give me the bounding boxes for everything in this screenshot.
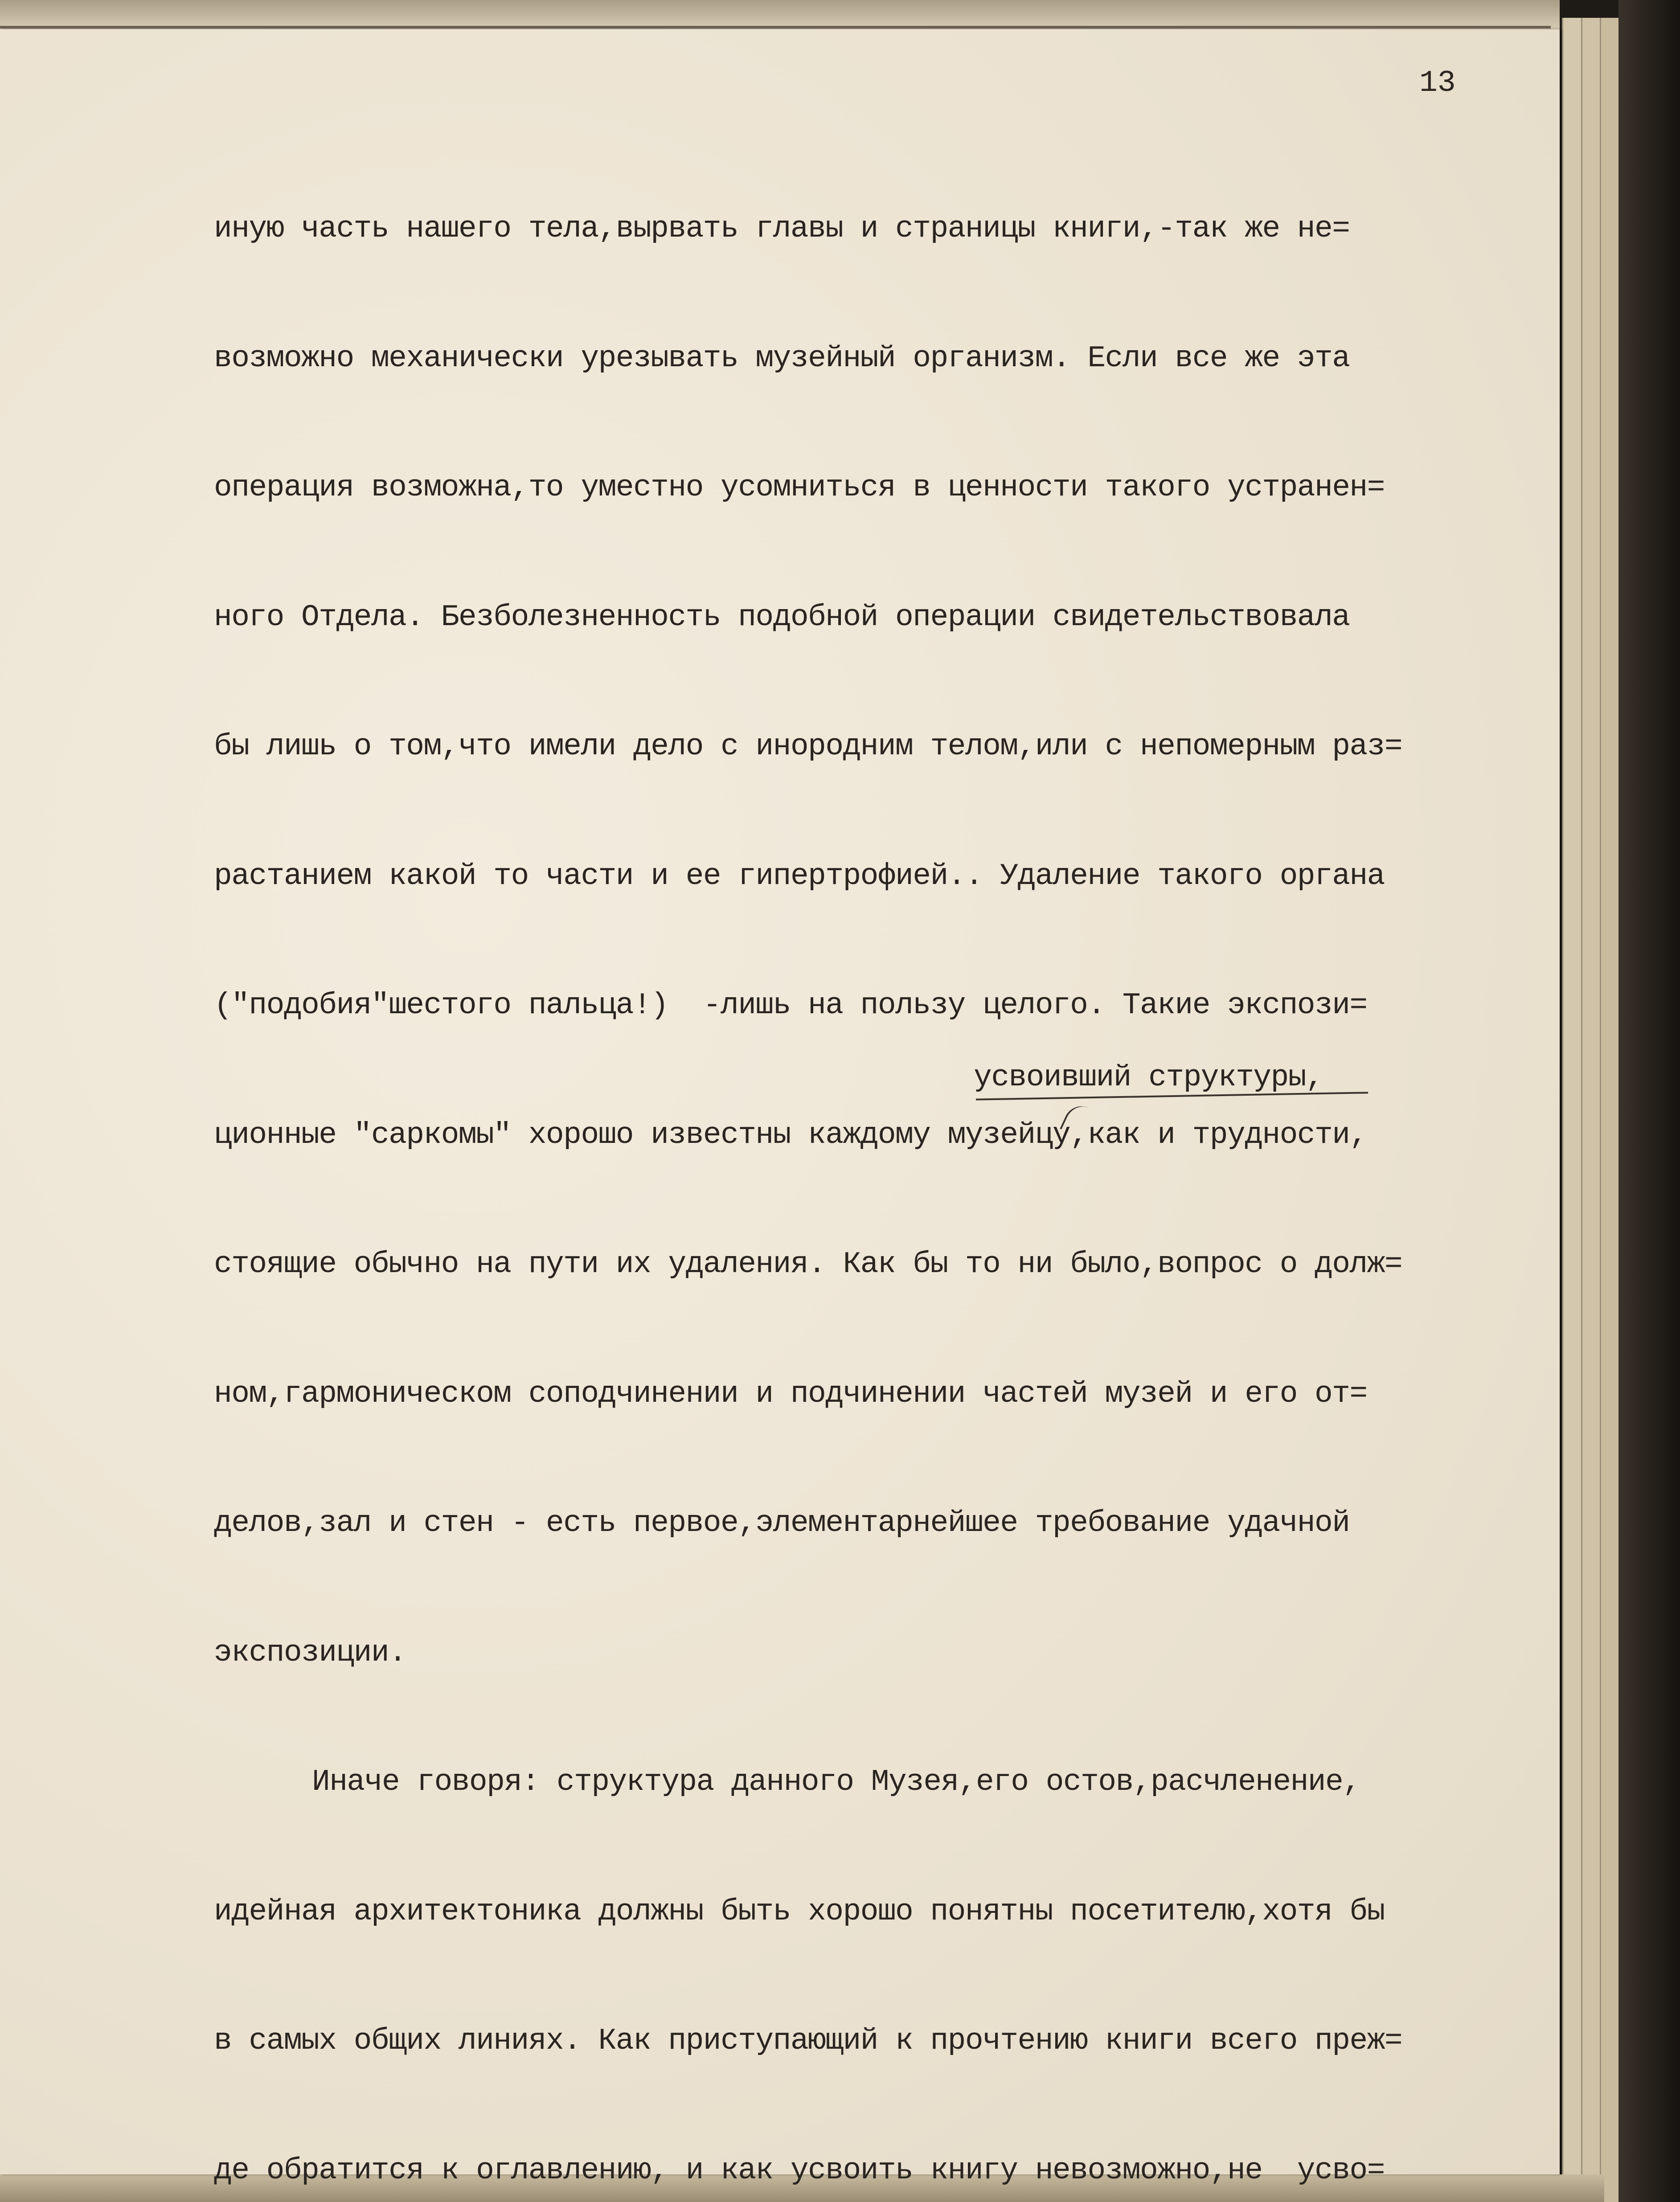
text-line: де обратится к оглавлению, и как усвоить книгу невозможно,не усво=	[214, 2153, 1385, 2188]
text-line: стоящие обычно на пути их удаления. Как бы то ни было,вопрос о долж=	[214, 1247, 1402, 1281]
text-line: возможно механически урезывать музейный организм. Если все же эта	[214, 341, 1350, 376]
folder-binding	[1619, 0, 1680, 2202]
stacked-page-edge	[1562, 18, 1581, 2202]
underlying-page-edge	[0, 26, 1551, 29]
page-number: 13	[1419, 66, 1456, 100]
text-line: иную часть нашего тела,вырвать главы и страницы книги,-так же не=	[214, 212, 1350, 246]
text-line: ("подобия"шестого пальца!) -лишь на пользу целого. Такие экспози=	[214, 988, 1367, 1023]
text-line: идейная архитектоника должны быть хорошо понятны посетителю,хотя бы	[214, 1894, 1385, 1929]
paragraph-start-line: Иначе говоря: структура данного Музея,его остов,расчленение,	[312, 1765, 1360, 1799]
text-line: ного Отдела. Безболезненность подобной операции свидетельствовала	[214, 600, 1350, 634]
stacked-page-edge	[1600, 18, 1619, 2202]
text-line: ционные "саркомы" хорошо известны каждому музейцу,как и трудности,	[214, 1117, 1367, 1152]
text-line: растанием какой то части и ее гипертрофией.. Удаление такого органа	[214, 859, 1385, 893]
stacked-page-edge	[1581, 18, 1600, 2202]
typewritten-text	[214, 130, 1542, 2202]
handwritten-insertion: усвоивший структуры,	[974, 1060, 1324, 1095]
text-line: бы лишь о том,что имели дело с инородним телом,или с непомерным раз=	[214, 729, 1402, 764]
text-line: операция возможна,то уместно усомниться в ценности такого устранен=	[214, 471, 1385, 505]
text-line: в самых общих линиях. Как приступающий к прочтению книги всего преж=	[214, 2024, 1402, 2058]
text-line: ном,гармоническом соподчинении и подчинении частей музей и его от=	[214, 1376, 1367, 1411]
text-line: экспозиции.	[214, 1635, 406, 1670]
text-line: делов,зал и стен - есть первое,элементарнейшее требование удачной	[214, 1506, 1350, 1540]
